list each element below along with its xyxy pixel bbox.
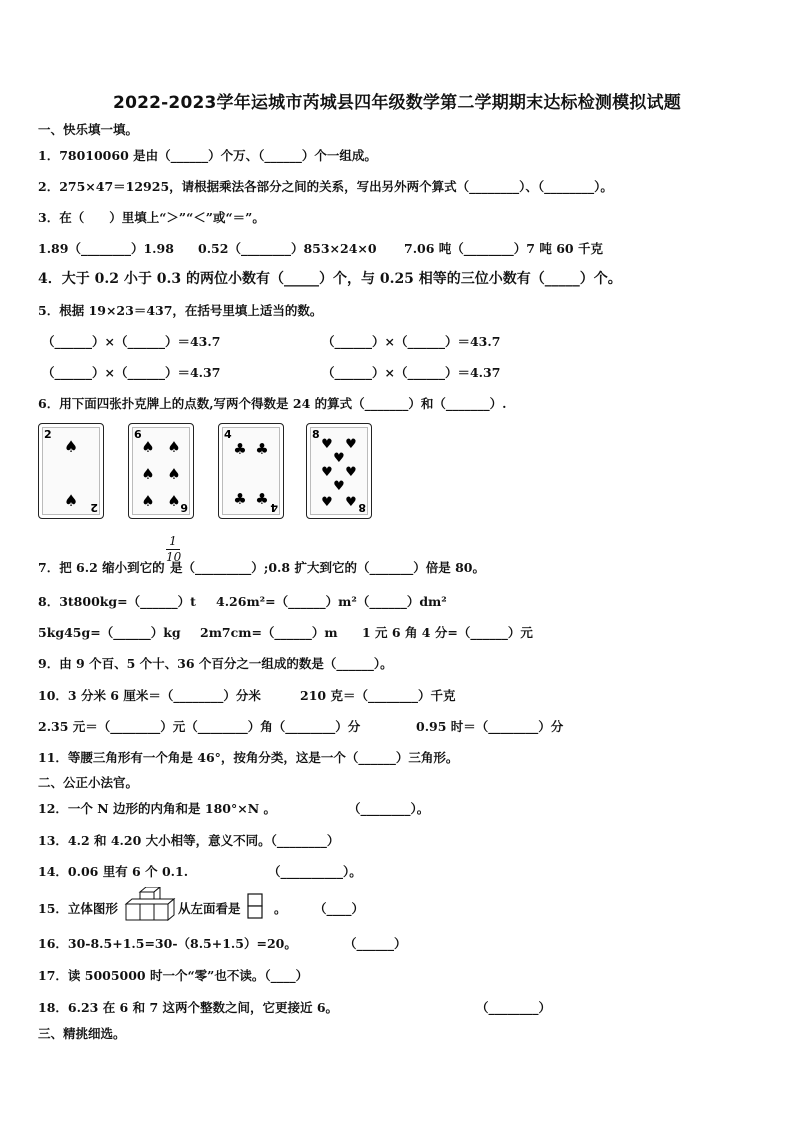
card-rank: 8	[312, 428, 320, 441]
question-8c: 5kg45g=（______）kg	[38, 625, 181, 640]
question-5d: （______）×（______）＝4.37	[322, 365, 501, 380]
question-14	[38, 864, 362, 880]
question-7-suffix: 是（_________）;0.8 扩大到它的（_______）倍是 80。	[170, 560, 485, 575]
card-rank-bottom: 6	[180, 501, 188, 514]
question-10d: 0.95 时＝（________）分	[416, 719, 564, 734]
club-icon: ♣	[233, 490, 247, 508]
card-rank-bottom: 4	[270, 501, 278, 514]
question-18-text: 18．6.23 在 6 和 7 这两个整数之间，它更接近 6。	[38, 1000, 339, 1015]
spade-icon: ♠	[167, 465, 181, 483]
question-9: 9．由 9 个百、5 个十、36 个百分之一组成的数是（______）。	[38, 656, 393, 671]
spade-icon: ♠	[167, 492, 181, 510]
left-view-figure-icon	[246, 893, 264, 919]
club-icon: ♣	[255, 440, 269, 458]
question-5c: （______）×（______）＝4.37	[42, 365, 221, 380]
question-10c: 2.35 元＝（________）元（________）角（________）分	[38, 719, 361, 734]
question-14-blank: （__________）。	[268, 864, 362, 879]
section-1-heading: 一、快乐填一填。	[38, 122, 139, 137]
fraction-numerator: 1	[169, 534, 177, 548]
question-16-blank: （______）	[344, 936, 407, 951]
question-18	[38, 1000, 551, 1016]
question-11: 11．等腰三角形有一个角是 46°，按角分类，这是一个（______）三角形。	[38, 750, 459, 765]
question-3a: 1.89（________）1.98	[38, 241, 174, 256]
card-rank: 6	[134, 428, 142, 441]
question-5-row-2	[42, 365, 500, 381]
playing-card-8-hearts	[306, 423, 372, 519]
question-1: 1．78010060 是由（______）个万、（______）个一组成。	[38, 148, 377, 163]
club-icon: ♣	[233, 440, 247, 458]
heart-icon: ♥	[345, 437, 357, 452]
question-12-blank: （________）。	[348, 801, 430, 816]
question-8d: 2m7cm=（______）m	[200, 625, 338, 640]
question-15-text-a: 15．立体图形	[38, 901, 118, 916]
question-6: 6．用下面四张扑克牌上的点数,写两个得数是 24 的算式（_______）和（_______）.	[38, 396, 507, 411]
question-13: 13．4.2 和 4.20 大小相等，意义不同。（________）	[38, 833, 340, 848]
question-10-row-1	[38, 688, 455, 704]
cube-solid-figure-icon	[122, 887, 176, 921]
question-3: 3．在（ ）里填上“＞”“＜”或“＝”。	[38, 210, 265, 225]
question-14-text: 14．0.06 里有 6 个 0.1.	[38, 864, 189, 879]
spade-icon: ♠	[141, 465, 155, 483]
question-17: 17．读 5005000 时一个“零”也不读。（____）	[38, 968, 309, 983]
question-4: 4．大于 0.2 小于 0.3 的两位小数有（_____）个，与 0.25 相等的三位小数有（_____）个。	[38, 271, 622, 287]
question-3-row	[38, 241, 603, 257]
playing-card-4-clubs	[218, 423, 284, 519]
spade-icon: ♠	[167, 438, 181, 456]
question-8a: 8．3t800kg=（______）t	[38, 594, 196, 609]
section-3-heading: 三、精挑细选。	[38, 1026, 126, 1041]
question-10b: 210 克＝（________）千克	[300, 688, 456, 703]
card-rank: 2	[44, 428, 52, 441]
question-16	[38, 936, 407, 952]
spade-icon: ♠	[141, 492, 155, 510]
question-8-row-2	[38, 625, 533, 641]
playing-card-6-spades	[128, 423, 194, 519]
question-3c: 7.06 吨（________）7 吨 60 千克	[404, 241, 603, 256]
spade-icon: ♠	[63, 437, 79, 456]
question-7-prefix: 7．把 6.2 缩小到它的	[38, 560, 165, 575]
question-5b: （______）×（______）＝43.7	[322, 334, 501, 349]
spade-icon: ♠	[63, 491, 79, 510]
question-15-blank: （____）	[314, 901, 365, 916]
section-2-heading: 二、公正小法官。	[38, 775, 139, 790]
question-8b: 4.26m²=（______）m²（______）dm²	[216, 594, 447, 609]
page-title: 2022-2023学年运城市芮城县四年级数学第二学期期末达标检测模拟试题	[113, 93, 681, 113]
fraction-denominator: 10	[166, 550, 182, 564]
playing-card-2-spades	[38, 423, 104, 519]
card-rank-bottom: 8	[358, 501, 366, 514]
card-rank-bottom: 2	[90, 501, 98, 514]
heart-icon: ♥	[321, 437, 333, 452]
question-12	[38, 801, 429, 817]
spade-icon: ♠	[141, 438, 155, 456]
question-3b: 0.52（________）853×24×0	[198, 241, 377, 256]
question-12-text: 12．一个 N 边形的内角和是 180°×N 。	[38, 801, 276, 816]
heart-icon: ♥	[321, 495, 333, 510]
question-2: 2．275×47＝12925，请根据乘法各部分之间的关系，写出另外两个算式（________）、（________）。	[38, 179, 613, 194]
heart-icon: ♥	[321, 465, 333, 480]
question-7	[38, 560, 485, 576]
club-icon: ♣	[255, 490, 269, 508]
question-15-text-c: 。	[274, 901, 287, 916]
question-5: 5．根据 19×23＝437，在括号里填上适当的数。	[38, 303, 323, 318]
question-15-text-b: 从左面看是	[178, 901, 241, 916]
heart-icon: ♥	[333, 451, 345, 466]
heart-icon: ♥	[333, 479, 345, 494]
heart-icon: ♥	[345, 465, 357, 480]
question-5a: （______）×（______）＝43.7	[42, 334, 221, 349]
question-18-blank: （________）	[476, 1000, 552, 1015]
question-16-text: 16．30-8.5+1.5=30-（8.5+1.5）=20。	[38, 936, 297, 951]
question-8-row-1	[38, 594, 447, 610]
heart-icon: ♥	[345, 495, 357, 510]
card-rank: 4	[224, 428, 232, 441]
question-10-row-2	[38, 719, 563, 735]
question-15	[38, 901, 364, 917]
question-8e: 1 元 6 角 4 分=（______）元	[362, 625, 533, 640]
question-10a: 10．3 分米 6 厘米＝（________）分米	[38, 688, 261, 703]
question-5-row-1	[42, 334, 500, 350]
